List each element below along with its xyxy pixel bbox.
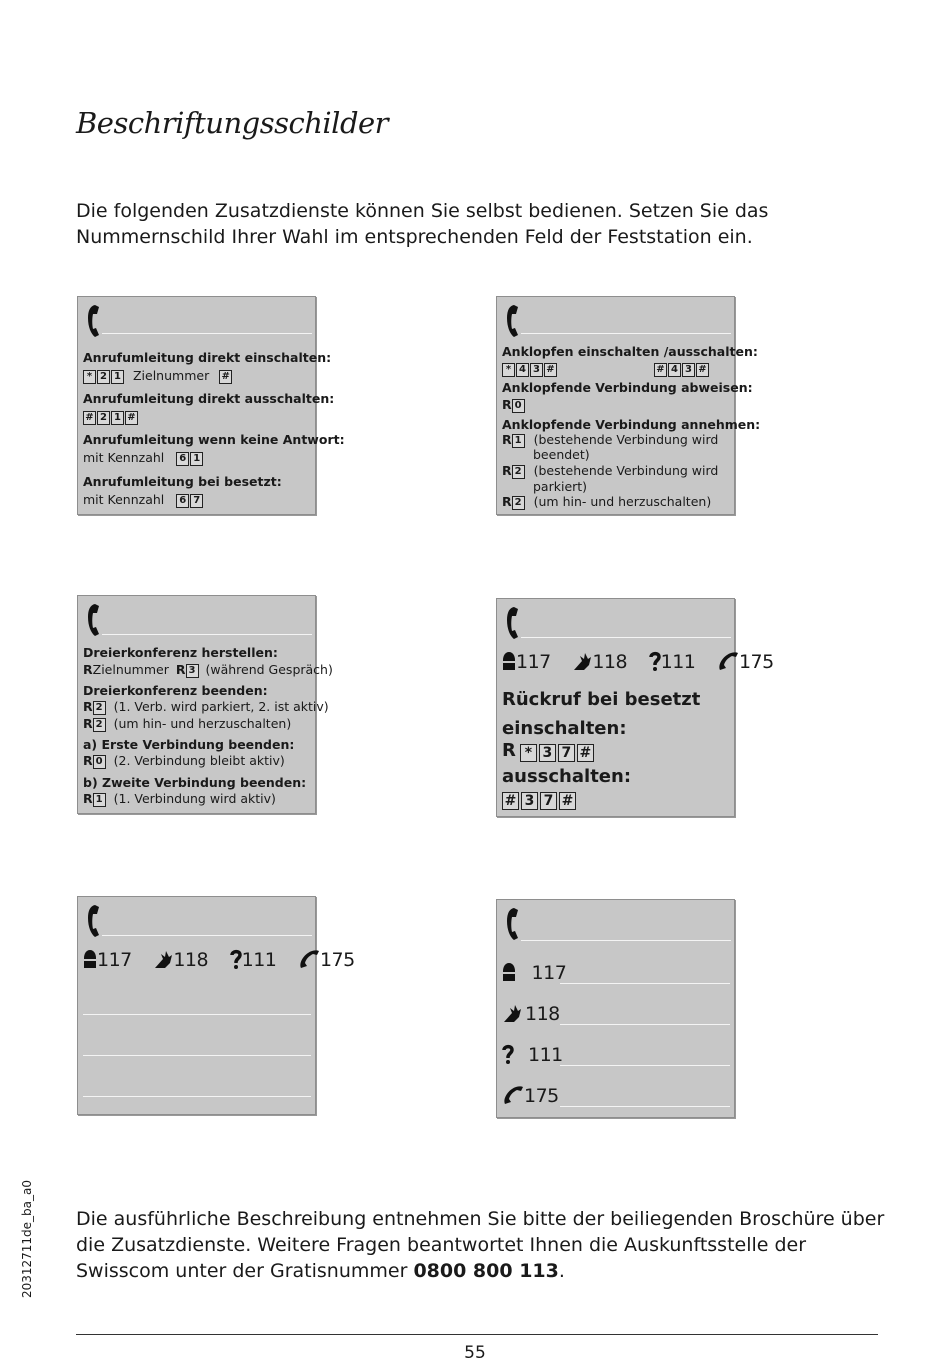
forward-off-line: # 2 1 # — [83, 409, 139, 425]
heading-end-first: a) Erste Verbindung beenden: — [83, 737, 295, 752]
handset-help-icon — [502, 1085, 524, 1105]
police-icon — [83, 949, 97, 969]
label-card-conference — [77, 595, 333, 814]
label-card-callback — [496, 598, 774, 817]
fire-icon — [153, 949, 173, 969]
blank-line — [83, 1014, 311, 1015]
heading-forward-busy: Anrufumleitung bei besetzt: — [83, 474, 282, 489]
conf-end-line-2: R 2 (um hin- und herzuschalten) — [83, 716, 292, 731]
heading-end-second: b) Zweite Verbindung beenden: — [83, 775, 307, 790]
accept-line-1-cont: beendet) — [533, 447, 590, 462]
page-title: Beschriftungsschilder — [76, 106, 389, 140]
heading-accept: Anklopfende Verbindung annehmen: — [502, 417, 761, 432]
heading-forward-off: Anrufumleitung direkt ausschalten: — [83, 391, 335, 406]
blank-line — [83, 1055, 311, 1056]
heading-callback: Rückruf bei besetzt — [502, 689, 701, 710]
hotline-number: 0800 800 113 — [413, 1260, 559, 1282]
blank-line — [560, 1065, 730, 1066]
handset-icon — [504, 906, 524, 942]
handset-help-icon — [717, 651, 739, 671]
heading-callback-off: ausschalten: — [502, 766, 632, 787]
blank-line — [83, 1096, 311, 1097]
accept-line-1: R 1 (bestehende Verbindung wird — [502, 432, 719, 447]
callback-on-keys: R * 3 7 # — [502, 743, 596, 762]
help-row: 175 — [502, 1085, 559, 1107]
question-mark-icon — [649, 651, 661, 671]
intro-paragraph: Die folgenden Zusatzdienste können Sie selbst bedienen. Setzen Sie das Nummernschild Ihrer Wahl im entsprechenden Feld der Feststation ein. — [76, 200, 769, 248]
accept-line-2-cont: parkiert) — [533, 479, 588, 494]
forward-no-answer-line: mit Kennzahl 6 1 — [83, 450, 204, 466]
conf-end-line-1: R 2 (1. Verb. wird parkiert, 2. ist aktiv) — [83, 699, 329, 714]
info-row: 111 — [502, 1044, 563, 1066]
label-card-emergency-blank — [77, 896, 355, 1115]
police-row: 117 — [502, 962, 566, 984]
police-icon — [502, 962, 516, 982]
forward-busy-line: mit Kennzahl 6 7 — [83, 492, 204, 508]
end-first-line: R 0 (2. Verbindung bleibt aktiv) — [83, 753, 285, 768]
blank-line — [560, 983, 730, 984]
handset-help-icon — [298, 949, 320, 969]
question-mark-icon — [502, 1044, 514, 1064]
heading-reject: Anklopfende Verbindung abweisen: — [502, 380, 753, 395]
fire-icon — [502, 1003, 522, 1023]
blank-line — [560, 1106, 730, 1107]
footer-rule — [76, 1334, 878, 1335]
police-icon — [502, 651, 516, 671]
conf-start-line: RZielnummer R 3 (während Gespräch) — [83, 662, 333, 677]
forward-on-line: * 2 1 Zielnummer # — [83, 368, 233, 384]
handset-icon — [85, 903, 105, 939]
heading-callback-on: einschalten: — [502, 718, 627, 739]
accept-line-2: R 2 (bestehende Verbindung wird — [502, 463, 719, 478]
callback-off-keys: # 3 7 # — [502, 792, 578, 810]
page-number: 55 — [464, 1343, 486, 1363]
outro-paragraph: Die ausführliche Beschreibung entnehmen Sie bitte der beiliegenden Broschüre über die Zusatzdienste. Weitere Fragen beantwortet Ihnen die Auskunftsstelle der Swisscom unter der Gratisnummer 0800 800 113. — [76, 1208, 885, 1282]
fire-row: 118 — [502, 1003, 560, 1025]
reject-line: R 0 — [502, 397, 526, 413]
label-card-emergency-list — [496, 899, 735, 1118]
emergency-row: 117 118 111 175 — [502, 651, 790, 673]
handset-icon — [85, 602, 105, 638]
heading-conf-start: Dreierkonferenz herstellen: — [83, 645, 278, 660]
question-mark-icon — [230, 949, 242, 969]
handset-icon — [504, 605, 524, 641]
heading-forward-on: Anrufumleitung direkt einschalten: — [83, 350, 332, 365]
label-card-call-waiting — [496, 296, 761, 515]
blank-line — [560, 1024, 730, 1025]
heading-waiting: Anklopfen einschalten /ausschalten: — [502, 344, 758, 359]
waiting-keys-line: * 4 3 # # 4 3 # — [502, 361, 710, 377]
heading-forward-no-answer: Anrufumleitung wenn keine Antwort: — [83, 432, 345, 447]
fire-icon — [572, 651, 592, 671]
heading-conf-end: Dreierkonferenz beenden: — [83, 683, 268, 698]
end-second-line: R 1 (1. Verbindung wird aktiv) — [83, 791, 276, 806]
accept-line-3: R 2 (um hin- und herzuschalten) — [502, 494, 712, 509]
document-code: 20312711de_ba_a0 — [20, 1179, 34, 1299]
label-card-call-forwarding — [77, 296, 345, 515]
emergency-row: 117 118 111 175 — [83, 949, 371, 971]
